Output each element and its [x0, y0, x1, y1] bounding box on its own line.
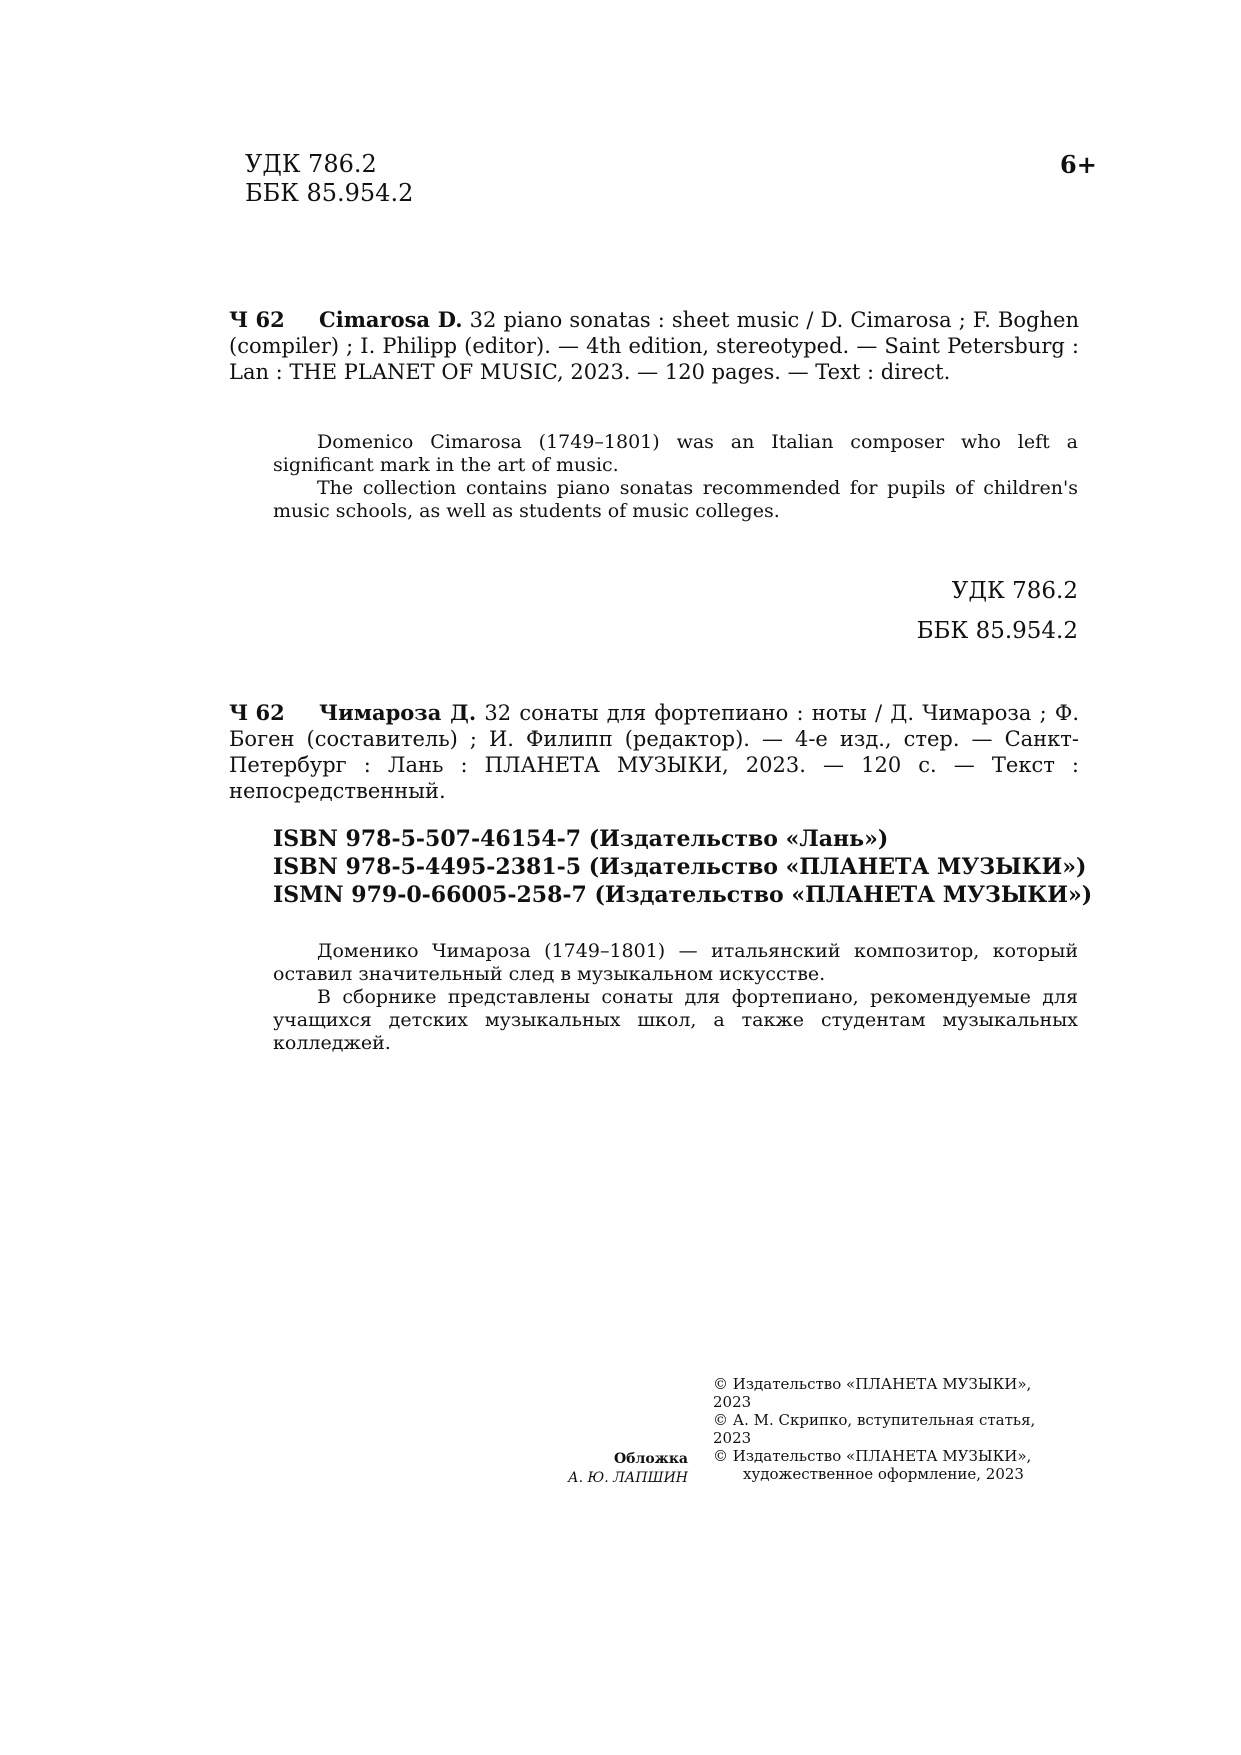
cover-credit: [540, 1450, 688, 1488]
russian-bibliographic-entry: [229, 700, 1079, 804]
author-mark: Ч 62: [229, 307, 285, 332]
ismn-line: ISMN 979-0-66005-258-7 (Издательство «ПЛАНЕТА МУЗЫКИ»): [273, 882, 1093, 908]
isbn-block: [273, 825, 1092, 909]
author-mark: Ч 62: [229, 700, 285, 725]
copyright-line: © Издательство «ПЛАНЕТА МУЗЫКИ»,: [713, 1447, 1032, 1465]
author-name: Cimarosa D.: [319, 307, 463, 332]
annotation-paragraph: Domenico Cimarosa (1749–1801) was an Italian composer who left a significant mark in the art of music.: [273, 431, 1078, 476]
author-name: Чимароза Д.: [319, 700, 477, 725]
udk-code: УДК 786.2: [245, 150, 377, 178]
copyright-line-continued: художественное оформление, 2023: [743, 1465, 1024, 1483]
english-bibliographic-entry: [229, 307, 1079, 385]
isbn-line: ISBN 978-5-4495-2381-5 (Издательство «ПЛАНЕТА МУЗЫКИ»): [273, 854, 1087, 880]
annotation-paragraph: Доменико Чимароза (1749–1801) — итальянский композитор, который оставил значительный след в музыкальном искусстве.: [273, 940, 1078, 985]
bbk-code-right: ББК 85.954.2: [916, 618, 1078, 644]
entry-description: 32 сонаты для фортепиано : ноты / Д. Чимароза ; Ф. Боген (составитель) ; И. Филипп (редактор). — 4-е изд., стер. — Санкт-Петербург : Лань : ПЛАНЕТА МУЗЫКИ, 2023. — 120 с. — Текст : непосредственный.: [229, 701, 1079, 803]
isbn-line: ISBN 978-5-507-46154-7 (Издательство «Лань»): [273, 826, 889, 852]
cover-designer: А. Ю. ЛАПШИН: [568, 1470, 688, 1486]
cover-label: Обложка: [613, 1451, 688, 1467]
bbk-code: ББК 85.954.2: [245, 179, 414, 207]
russian-annotation: [273, 940, 1078, 1055]
english-annotation: [273, 431, 1078, 523]
udk-code-right: УДК 786.2: [951, 578, 1078, 604]
copyright-line: © Издательство «ПЛАНЕТА МУЗЫКИ», 2023: [713, 1375, 1032, 1411]
annotation-paragraph: The collection contains piano sonatas recommended for pupils of children's music schools, as well as students of music colleges.: [273, 477, 1078, 522]
top-classification: [245, 150, 413, 208]
copyright-line: © А. М. Скрипко, вступительная статья, 2023: [713, 1411, 1036, 1447]
annotation-paragraph: В сборнике представлены сонаты для фортепиано, рекомендуемые для учащихся детских музыкальных школ, а также студентам музыкальных колледжей.: [273, 986, 1078, 1054]
copyright-block: [713, 1375, 1063, 1483]
age-rating: 6+: [1060, 150, 1097, 179]
entry-description: 32 piano sonatas : sheet music / D. Cimarosa ; F. Boghen (compiler) ; I. Philipp (editor). — 4th edition, stereotyped. — Saint Petersburg : Lan : THE PLANET OF MUSIC, 2023. — 120 pages. — Text : direct.: [229, 308, 1079, 384]
